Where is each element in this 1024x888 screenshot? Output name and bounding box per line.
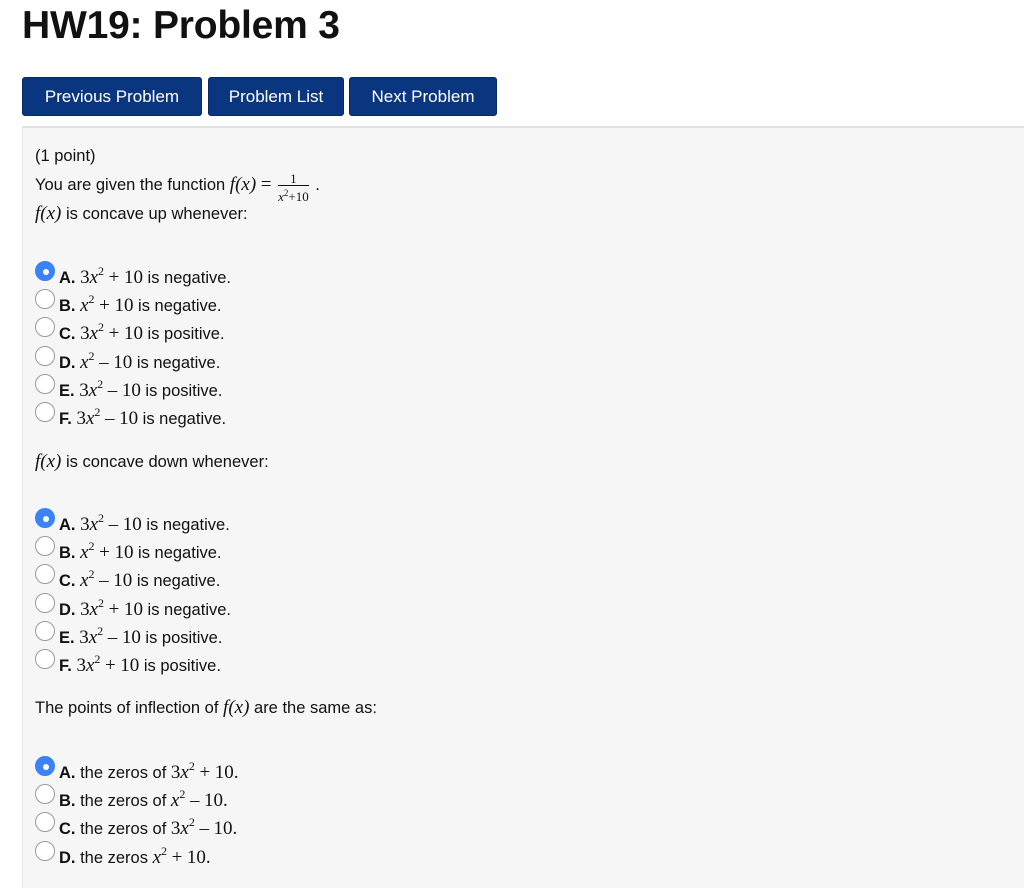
- radio-icon[interactable]: [35, 841, 55, 861]
- points-label: (1 point): [35, 147, 96, 165]
- radio-icon[interactable]: [35, 374, 55, 394]
- function-fraction: [278, 172, 309, 204]
- radio-icon[interactable]: [35, 564, 55, 584]
- option-label: D. $x^2 - 10$ is negative.: [59, 348, 221, 373]
- question-concave-down: f(x) is concave down whenever:: [35, 451, 269, 472]
- fraction-numerator: 1: [278, 172, 309, 186]
- radio-icon[interactable]: [35, 289, 55, 309]
- question-concave-up: f(x) is concave up whenever:: [35, 203, 248, 224]
- previous-problem-button[interactable]: Previous Problem: [22, 77, 202, 116]
- fraction-denominator: $x^2+10$: [278, 188, 309, 204]
- option-label: A. $3x^2 - 10$ is negative.: [59, 511, 230, 535]
- option-label: D. the zeros $x^2 + 10$.: [59, 843, 211, 868]
- intro-text: You are given the function: [35, 176, 226, 194]
- radio-selected-icon[interactable]: [35, 756, 55, 776]
- function-notation: f(x): [229, 174, 257, 195]
- radio-selected-icon[interactable]: [35, 261, 55, 281]
- option-label: A. the zeros of $3x^2 + 10$.: [59, 759, 239, 783]
- option-label: C. $x^2 - 10$ is negative.: [59, 567, 221, 592]
- option-label: E. $3x^2 - 10$ is positive.: [59, 623, 223, 648]
- option-label: B. $x^2 + 10$ is negative.: [59, 292, 222, 317]
- intro-period: .: [315, 176, 320, 194]
- option-label: D. $3x^2 + 10$ is negative.: [59, 595, 231, 620]
- radio-icon[interactable]: [35, 402, 55, 422]
- radio-icon[interactable]: [35, 812, 55, 832]
- radio-icon[interactable]: [35, 649, 55, 669]
- radio-icon[interactable]: [35, 621, 55, 641]
- question-inflection: The points of inflection of f(x) are the same as:: [35, 697, 377, 718]
- radio-icon[interactable]: [35, 317, 55, 337]
- next-problem-button[interactable]: Next Problem: [349, 77, 497, 116]
- radio-icon[interactable]: [35, 784, 55, 804]
- option-label: C. the zeros of $3x^2 - 10$.: [59, 815, 238, 840]
- option-label: A. $3x^2 + 10$ is negative.: [59, 264, 231, 288]
- option-label: C. $3x^2 + 10$ is positive.: [59, 320, 225, 345]
- problem-body: [22, 126, 1024, 888]
- page-title: HW19: Problem 3: [22, 4, 340, 47]
- radio-icon[interactable]: [35, 593, 55, 613]
- option-label: E. $3x^2 - 10$ is positive.: [59, 376, 223, 401]
- problem-list-button[interactable]: Problem List: [208, 77, 344, 116]
- equals-sign: =: [260, 174, 272, 195]
- option-label: B. the zeros of $x^2 - 10$.: [59, 787, 228, 812]
- problem-intro: [35, 172, 320, 204]
- option-label: B. $x^2 + 10$ is negative.: [59, 539, 222, 564]
- radio-icon[interactable]: [35, 346, 55, 366]
- option-label: F. $3x^2 + 10$ is positive.: [59, 652, 221, 676]
- option-label: F. $3x^2 - 10$ is negative.: [59, 405, 227, 429]
- radio-icon[interactable]: [35, 536, 55, 556]
- radio-selected-icon[interactable]: [35, 508, 55, 528]
